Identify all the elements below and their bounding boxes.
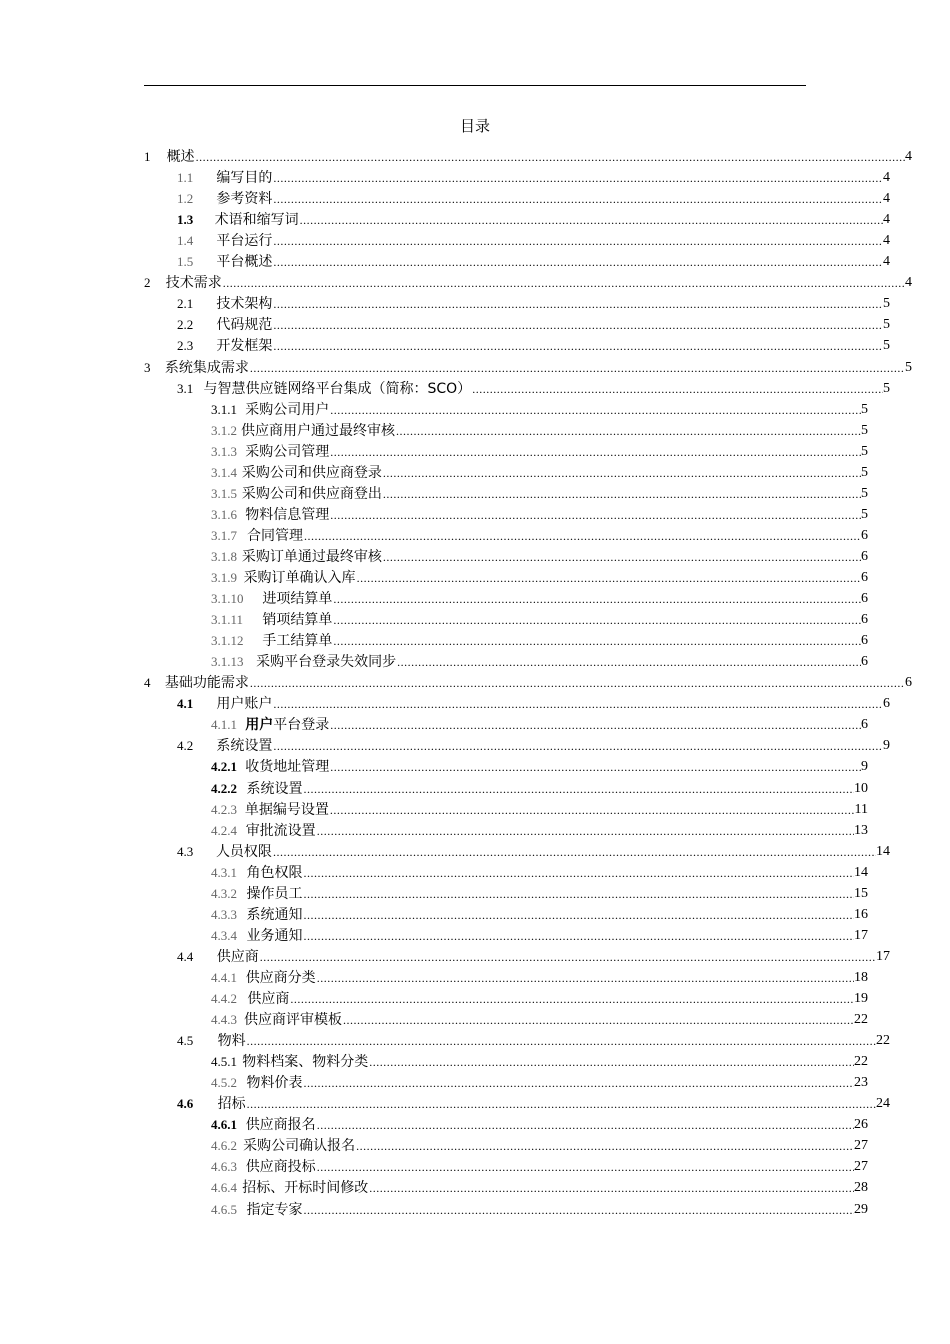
toc-entry[interactable] [211,1052,868,1072]
toc-entry-number: 4.6 [177,1096,194,1112]
toc-entry-page-number: 17 [876,948,890,964]
toc-entry[interactable] [211,905,868,925]
toc-entry-title: 术语和缩写词 [214,212,299,229]
toc-entry-page-number: 6 [861,570,868,585]
toc-entry[interactable] [211,1136,868,1156]
toc-entry-title: 物料档案、物料分类 [242,1054,369,1071]
toc-entry-title: 供应商分类 [245,969,316,986]
toc-entry-title: 操作员工 [246,885,303,902]
toc-entry-title: 业务通知 [246,927,303,944]
toc-entry[interactable] [177,294,890,314]
toc-leader-dots [342,1010,854,1030]
toc-entry-page-number: 5 [861,443,868,459]
toc-leader-dots [246,1031,876,1051]
toc-entry-title: 供应商 [247,991,290,1007]
toc-entry-page-number: 11 [854,801,868,817]
toc-entry[interactable] [177,694,890,714]
toc-entry-title: 角色权限 [246,864,303,881]
toc-entry[interactable] [211,1073,868,1093]
toc-entry-number: 4.2.1 [211,759,237,775]
toc-entry-title: 进项结算单 [262,591,333,608]
toc-leader-dots [332,589,861,609]
toc-entry-number: 4.4.1 [211,969,237,985]
toc-entry[interactable] [211,1115,868,1135]
toc-entry-number: 1.3 [177,212,194,228]
toc-entry-page-number: 14 [876,843,890,859]
toc-entry-page-number: 5 [861,506,868,522]
toc-entry[interactable] [211,631,868,651]
toc-leader-dots [382,547,861,567]
toc-entry[interactable] [177,252,890,272]
toc-entry[interactable] [211,863,868,883]
toc-entry[interactable] [211,421,868,441]
toc-entry-page-number: 28 [854,1180,868,1196]
toc-entry-number: 2.2 [177,317,194,333]
toc-entry[interactable] [177,842,890,862]
toc-entry-number: 4.6.3 [211,1159,237,1175]
toc-leader-dots [272,252,883,272]
toc-entry-title-emphasis: 用户 [245,717,274,734]
toc-entry-number: 3.1.12 [211,633,244,649]
toc-entry[interactable] [177,168,890,188]
toc-entry-page-number: 4 [883,212,890,228]
toc-leader-dots [289,989,854,1009]
toc-entry[interactable] [211,779,868,799]
toc-entry[interactable] [211,505,868,525]
toc-entry[interactable] [211,821,868,841]
toc-leader-dots [329,715,861,735]
toc-entry-number: 4.2.4 [211,822,237,838]
toc-entry-number: 4.1 [177,696,194,712]
toc-entry[interactable] [211,715,868,735]
toc-entry-page-number: 5 [861,401,868,417]
toc-leader-dots [259,947,876,967]
toc-leader-dots [272,842,876,862]
toc-entry-number: 3.1 [177,380,194,396]
toc-entry-number: 4.5.1 [211,1054,237,1070]
toc-entry-page-number: 4 [883,233,890,249]
toc-entry-title: 供应商评审模板 [243,1012,342,1029]
toc-leader-dots [332,610,861,630]
toc-entry-page-number: 17 [854,927,868,943]
toc-leader-dots [303,779,854,799]
toc-entry-page-number: 5 [861,464,868,480]
toc-entry[interactable] [211,800,868,820]
toc-leader-dots [272,231,883,251]
toc-entry-title: 技术需求 [165,275,222,292]
toc-leader-dots [382,484,861,504]
toc-entry[interactable] [177,231,890,251]
toc-leader-dots [368,1052,854,1072]
toc-entry-title: 物料 [217,1033,246,1050]
toc-leader-dots [471,379,883,399]
toc-entry[interactable] [211,1178,868,1198]
toc-entry-number: 4.2.2 [211,780,237,796]
toc-entry[interactable] [211,757,868,777]
toc-entry[interactable] [177,379,890,399]
toc-entry-number: 4.3.1 [211,864,237,880]
toc-entry-number: 3.1.5 [211,485,237,501]
toc-entry-title: 开发框架 [216,338,273,355]
toc-entry-number: 4.2.3 [211,801,237,817]
toc-entry-number: 3.1.9 [211,570,237,585]
toc-entry[interactable] [144,673,912,693]
toc-entry-title: 系统设置 [216,738,273,755]
toc-entry-page-number: 5 [883,317,890,333]
toc-entry-title: 代码规范 [216,317,273,334]
toc-leader-dots [329,442,861,462]
toc-entry-page-number: 23 [854,1075,868,1091]
toc-entry-title: 供应商报名 [245,1117,316,1134]
toc-leader-dots [382,463,861,483]
toc-leader-dots [299,210,883,230]
toc-leader-dots [355,1136,854,1156]
toc-leader-dots [272,294,883,314]
toc-entry[interactable] [211,926,868,946]
toc-entry-page-number: 24 [876,1096,890,1112]
toc-entry-number: 4.5.2 [211,1075,237,1091]
toc-entry[interactable] [211,1200,868,1220]
toc-leader-dots [316,1115,854,1135]
toc-leader-dots [329,757,861,777]
toc-leader-dots [272,315,883,335]
toc-entry-number: 3.1.4 [211,464,237,480]
toc-entry[interactable] [177,736,890,756]
toc-leader-dots [316,821,854,841]
toc-leader-dots [303,1200,854,1220]
toc-entry-title: 人员权限 [215,843,272,860]
toc-entry-number: 4.6.4 [211,1180,237,1196]
toc-entry-page-number: 22 [854,1012,868,1028]
toc-entry-title: 与智慧供应链网络平台集成（简称：SCO） [203,380,472,397]
toc-entry-page-number: 5 [861,485,868,501]
toc-entry-title: 采购公司和供应商登录 [241,464,382,481]
toc-entry[interactable] [211,610,868,630]
toc-leader-dots [316,1157,854,1177]
toc-entry[interactable] [177,336,890,356]
toc-entry-page-number: 19 [854,991,868,1006]
toc-entry[interactable] [211,400,868,420]
toc-entry-page-number: 6 [861,527,868,543]
toc-leader-dots [272,168,883,188]
toc-leader-dots [195,147,905,167]
toc-entry-title: 用户账户 [216,696,273,713]
toc-entry-number: 3.1.7 [211,527,237,543]
toc-entry[interactable] [144,147,912,167]
toc-leader-dots [222,273,905,293]
toc-entry[interactable] [144,273,912,293]
toc-entry-number: 3.1.3 [211,443,237,459]
toc-leader-dots [272,736,883,756]
toc-entry-number: 4.3 [177,843,194,859]
toc-entry[interactable] [177,1031,890,1051]
toc-entry-page-number: 6 [905,675,912,691]
toc-entry[interactable] [211,484,868,504]
toc-entry-number: 4.3.2 [211,885,237,901]
toc-entry-number: 4 [144,675,151,691]
toc-entry-page-number: 4 [883,254,890,270]
toc-entry-title: 采购公司管理 [245,443,330,460]
toc-entry-page-number: 16 [854,906,868,922]
toc-entry-number: 4.2 [177,738,194,754]
toc-entry-title: 指定专家 [246,1201,303,1218]
toc-entry-number: 4.5 [177,1033,194,1049]
toc-title: 目录 [459,117,490,135]
toc-entry-title: 单据编号设置 [244,801,329,818]
toc-entry-page-number: 22 [854,1054,868,1070]
toc-leader-dots [303,1073,854,1093]
toc-leader-dots [272,189,883,209]
toc-leader-dots [303,884,854,904]
toc-entry-title: 收货地址管理 [245,759,330,776]
toc-entry-title: 采购公司确认报名 [243,1138,356,1155]
toc-entry-title: 基础功能需求 [164,675,249,692]
toc-entry[interactable] [211,589,868,609]
toc-entry-number: 2 [144,275,151,291]
toc-entry-title: 合同管理 [246,527,303,544]
toc-entry-number: 4.3.4 [211,927,237,943]
toc-entry-title: 审批流设置 [245,822,316,839]
toc-entry-number: 3.1.2 [211,422,237,438]
toc-entry-number: 1.4 [177,233,194,249]
toc-leader-dots [396,652,861,672]
toc-entry-page-number: 14 [854,864,868,880]
toc-entry-page-number: 6 [861,591,868,607]
toc-entry-title: 技术架构 [216,296,273,313]
toc-entry[interactable] [211,1010,868,1030]
toc-entry-page-number: 5 [861,422,868,438]
toc-entry[interactable] [177,315,890,335]
toc-leader-dots [395,421,861,441]
toc-entry-title: 采购平台登录失效同步 [256,654,397,671]
toc-entry-page-number: 9 [861,759,868,775]
toc-entry-page-number: 4 [905,149,912,164]
toc-entry-page-number: 29 [854,1201,868,1217]
toc-entry-page-number: 6 [861,717,868,733]
toc-entry[interactable] [177,1094,890,1114]
toc-entry-page-number: 5 [883,296,890,312]
toc-entry-number: 4.1.1 [211,717,237,733]
header-divider [144,85,806,86]
toc-leader-dots [332,631,861,651]
toc-entry-title: 参考资料 [216,191,273,208]
toc-leader-dots [249,358,905,378]
toc-entry-title: 系统设置 [246,780,303,797]
toc-entry[interactable] [211,526,868,546]
toc-entry-title: 物料价表 [246,1075,303,1092]
toc-entry-number: 3.1.8 [211,548,237,564]
toc-entry[interactable] [211,463,868,483]
toc-entry-title: 供应商 [216,948,259,965]
toc-entry-title: 系统通知 [246,906,303,923]
toc-entry[interactable] [177,189,890,209]
toc-entry-title: 采购公司和供应商登出 [241,485,382,502]
toc-entry-number: 3 [144,359,151,375]
toc-entry-page-number: 13 [854,822,868,838]
toc-leader-dots [303,905,854,925]
toc-entry-page-number: 9 [883,738,890,754]
toc-entry-title: 物料信息管理 [245,506,330,523]
toc-entry[interactable] [211,568,868,588]
toc-leader-dots [246,1094,876,1114]
toc-entry-title: 编写目的 [216,170,273,187]
toc-entry-number: 1.1 [177,170,194,186]
toc-entry-page-number: 6 [861,612,868,628]
toc-leader-dots [272,336,883,356]
toc-entry-title: 采购订单通过最终审核 [241,548,382,565]
toc-leader-dots [249,673,905,693]
toc-entry-number: 3.1.13 [211,654,244,670]
toc-entry-title: 采购公司用户 [245,401,330,418]
toc-entry-page-number: 5 [883,338,890,354]
toc-entry-number: 2.3 [177,338,194,354]
toc-entry-title: 采购订单确认入库 [243,570,356,586]
toc-leader-dots [316,968,854,988]
toc-leader-dots [303,863,854,883]
toc-entry-title: 供应商用户通过最终审核 [241,422,395,439]
toc-entry[interactable] [211,989,868,1009]
toc-entry-page-number: 4 [905,275,912,291]
toc-leader-dots [272,694,883,714]
toc-entry-page-number: 6 [861,633,868,649]
toc-entry-title: 用户平台登录 [245,717,330,734]
toc-entry-title: 概述 [166,149,195,165]
toc-entry[interactable] [211,442,868,462]
toc-entry-page-number: 4 [883,191,890,207]
toc-entry-number: 4.4.2 [211,991,237,1006]
toc-entry-number: 1.2 [177,191,194,207]
toc-entry-page-number: 5 [905,359,912,375]
toc-entry-number: 4.4.3 [211,1012,237,1028]
toc-entry-page-number: 27 [854,1159,868,1175]
toc-leader-dots [329,505,861,525]
toc-entry-number: 3.1.1 [211,401,237,417]
toc-leader-dots [368,1178,854,1198]
toc-entry-title: 供应商投标 [245,1159,316,1176]
toc-entry-title: 手工结算单 [262,633,333,650]
toc-entry-page-number: 4 [883,170,890,186]
toc-entry-page-number: 5 [883,380,890,396]
toc-entry-title: 系统集成需求 [164,359,249,376]
toc-entry[interactable] [144,358,912,378]
toc-entry-number: 4.6.2 [211,1138,237,1154]
toc-entry[interactable] [177,947,890,967]
toc-entry-page-number: 27 [854,1138,868,1154]
toc-entry-page-number: 26 [854,1117,868,1133]
toc-entry-number: 2.1 [177,296,194,312]
toc-entry-number: 4.6.5 [211,1201,237,1217]
toc-leader-dots [329,400,861,420]
toc-entry-number: 1 [144,149,151,164]
toc-leader-dots [303,526,861,546]
toc-leader-dots [356,568,861,588]
toc-entry-number: 3.1.11 [211,612,244,628]
toc-entry-page-number: 6 [883,696,890,712]
toc-entry-title: 销项结算单 [262,612,333,629]
toc-entry-number: 1.5 [177,254,194,270]
toc-entry-title: 招标、开标时间修改 [242,1180,369,1197]
toc-leader-dots [303,926,854,946]
toc-entry-number: 4.4 [177,948,194,964]
toc-entry-page-number: 6 [861,654,868,670]
toc-entry-page-number: 18 [854,969,868,985]
toc-entry[interactable] [211,652,868,672]
toc-entry[interactable] [177,210,890,230]
toc-entry-page-number: 22 [876,1033,890,1049]
toc-entry[interactable] [211,547,868,567]
toc-entry-number: 4.3.3 [211,906,237,922]
toc-entry-title: 招标 [217,1096,246,1113]
toc-entry[interactable] [211,1157,868,1177]
toc-entry[interactable] [211,884,868,904]
toc-entry-number: 3.1.10 [211,591,244,607]
toc-entry-title: 平台概述 [216,254,273,271]
toc-leader-dots [329,800,855,820]
toc-entry-page-number: 10 [854,780,868,796]
toc-entry-page-number: 15 [854,885,868,901]
toc-entry[interactable] [211,968,868,988]
toc-entry-title: 平台运行 [216,233,273,250]
toc-entry-page-number: 6 [861,548,868,564]
toc-entry-number: 4.6.1 [211,1117,237,1133]
toc-entry-number: 3.1.6 [211,506,237,522]
